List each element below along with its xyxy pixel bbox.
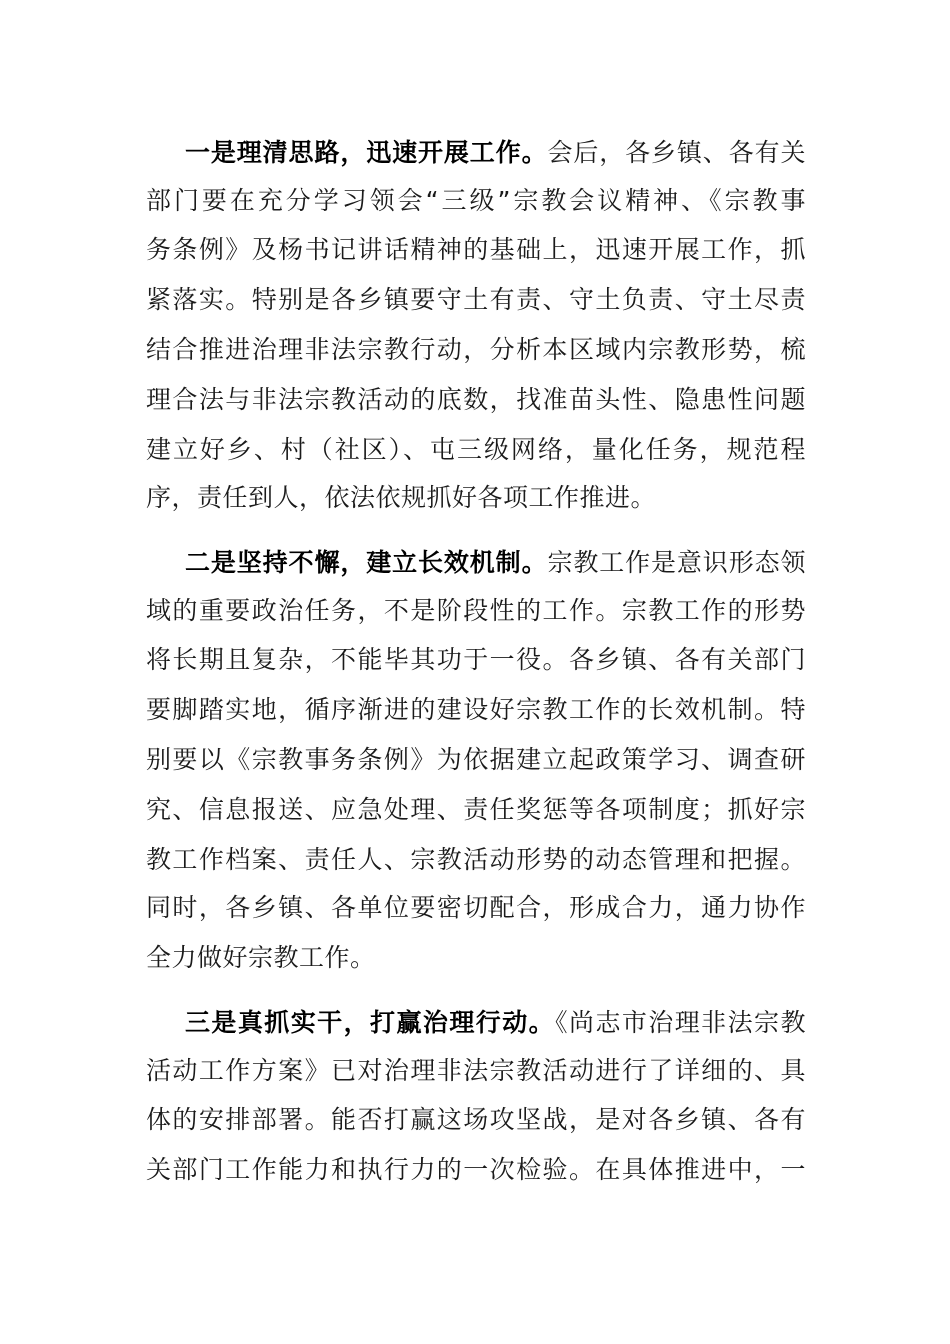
- paragraph-3-heading: 三是真抓实干，打赢治理行动。: [185, 1008, 556, 1037]
- paragraph-3-line-3: 体的安排部署。能否打赢这场攻坚战，是对各乡镇、各有: [146, 1105, 806, 1134]
- paragraph-2-text: 宗教工作是意识形态领: [547, 548, 806, 577]
- paragraph-2-line-8: 同时，各乡镇、各单位要密切配合，形成合力，通力协作: [146, 893, 806, 922]
- paragraph-3-text: 《尚志市治理非法宗教: [555, 1008, 806, 1037]
- paragraph-2-line-5: 别要以《宗教事务条例》为依据建立起政策学习、调查研: [146, 745, 806, 774]
- paragraph-2-line-4: 要脚踏实地，循序渐进的建设好宗教工作的长效机制。特: [146, 695, 806, 724]
- paragraph-2-line-6: 究、信息报送、应急处理、责任奖惩等各项制度；抓好宗: [146, 795, 806, 824]
- paragraph-2-line-1: [185, 543, 806, 583]
- paragraph-1-line-8: 序，责任到人，依法依规抓好各项工作推进。: [146, 483, 657, 512]
- paragraph-1-line-4: 紧落实。特别是各乡镇要守土有责、守土负责、守土尽责: [146, 285, 806, 314]
- paragraph-3-line-1: [185, 1003, 806, 1043]
- paragraph-1-line-6: 理合法与非法宗教活动的底数，找准苗头性、隐患性问题: [146, 385, 806, 414]
- paragraph-1-line-5: 结合推进治理非法宗教行动，分析本区域内宗教形势，梳: [146, 335, 806, 364]
- paragraph-2-line-2: 域的重要政治任务，不是阶段性的工作。宗教工作的形势: [146, 596, 806, 625]
- paragraph-3-line-4: 关部门工作能力和执行力的一次检验。在具体推进中，一: [146, 1155, 806, 1184]
- paragraph-1-line-7: 建立好乡、村（社区）、屯三级网络，量化任务，规范程: [146, 435, 806, 464]
- paragraph-2-line-9: 全力做好宗教工作。: [146, 943, 376, 972]
- paragraph-1-heading: 一是理清思路，迅速开展工作。: [185, 138, 548, 167]
- paragraph-2-line-7: 教工作档案、责任人、宗教活动形势的动态管理和把握。: [146, 845, 806, 874]
- paragraph-3-line-2: 活动工作方案》已对治理非法宗教活动进行了详细的、具: [146, 1056, 806, 1085]
- paragraph-1-line-2: 部门要在充分学习领会“三级”宗教会议精神、《宗教事: [146, 186, 806, 215]
- paragraph-2-heading: 二是坚持不懈，建立长效机制。: [185, 548, 548, 577]
- paragraph-1-line-1: [185, 133, 806, 173]
- paragraph-1-line-3: 务条例》及杨书记讲话精神的基础上，迅速开展工作，抓: [146, 235, 806, 264]
- paragraph-1-text: 会后，各乡镇、各有关: [547, 138, 806, 167]
- paragraph-2-line-3: 将长期且复杂，不能毕其功于一役。各乡镇、各有关部门: [146, 645, 806, 674]
